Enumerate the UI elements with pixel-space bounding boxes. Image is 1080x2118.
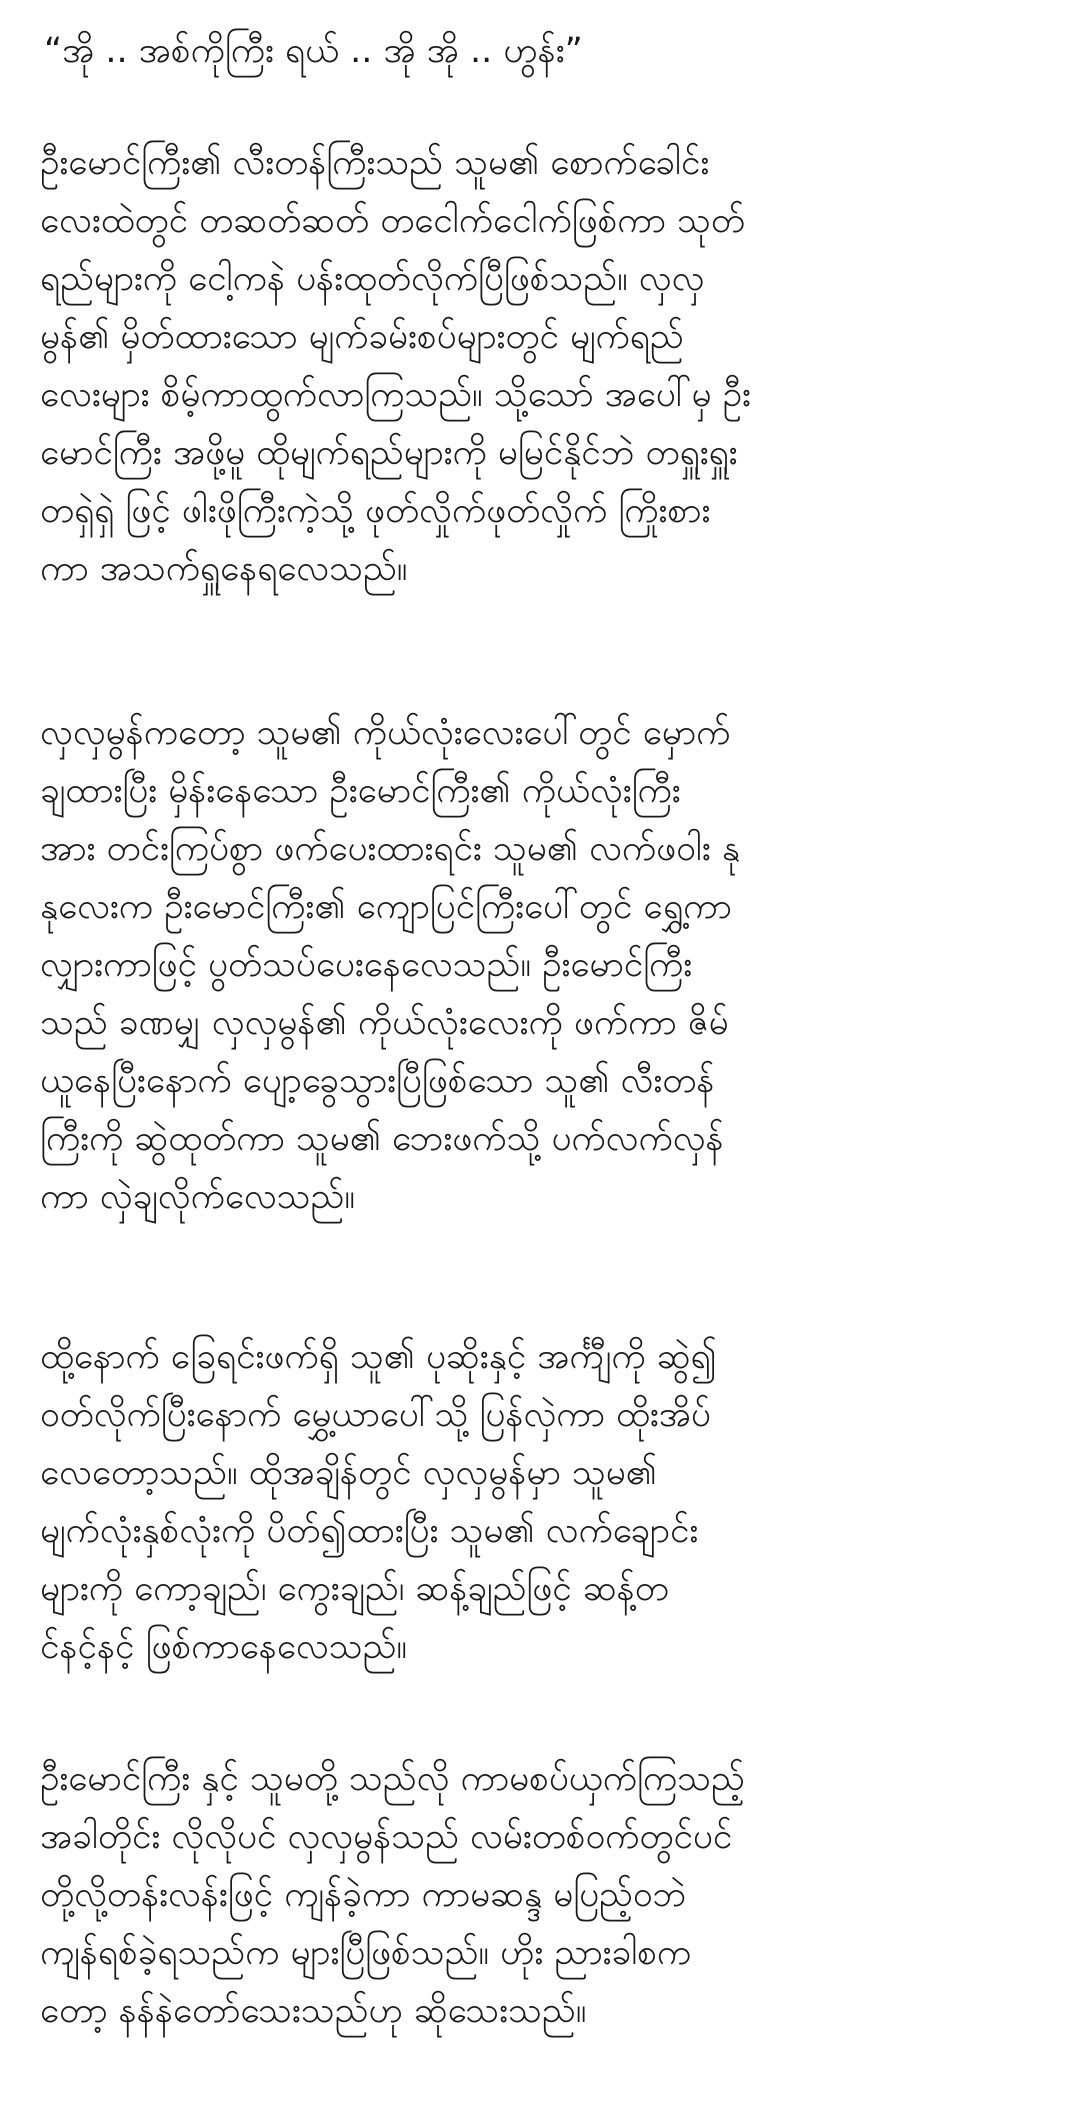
paragraph-line: မွန်၏ မှိတ်ထားသော မျက်ခမ်းစပ်များတွင် မျက်ရည် <box>40 317 684 357</box>
paragraph-line: ထို့နောက် ခြေရင်းဖက်ရှိ သူ၏ ပုဆိုးနှင့် အင်္ကျီကို ဆွဲ၍ <box>40 1337 717 1377</box>
paragraph-line: ယူနေပြီးနောက် ပျော့ခွေသွားပြီဖြစ်သော သူ၏ လီးတန် <box>40 1061 715 1101</box>
paragraph-line: ဦးမောင်ကြီး၏ လီးတန်ကြီးသည် သူမ၏ စောက်ခေါင်း <box>40 143 710 183</box>
paragraph-line: လေးထဲတွင် တဆတ်ဆတ် တငေါက်ငေါက်ဖြစ်ကာ သုတ် <box>40 201 745 241</box>
paragraph-line: တို့လို့တန်းလန်းဖြင့် ကျန်ခဲ့ကာ ကာမဆန္ဒ မပြည့်ဝဘဲ <box>40 1875 687 1915</box>
paragraph-line: ချထားပြီး မှိန်းနေသော ဦးမောင်ကြီး၏ ကိုယ်လုံးကြီး <box>40 771 681 811</box>
paragraph-line: နုလေးက ဦးမောင်ကြီး၏ ကျောပြင်ကြီးပေါ်တွင် ရွှေ့ကာ <box>40 887 732 927</box>
paragraph-1 <box>40 134 1050 598</box>
paragraph-2 <box>40 704 1050 1226</box>
paragraph-line: လေတော့သည်။ ထိုအချိန်တွင် လှလှမွန်မှာ သူမ၏ <box>40 1453 657 1493</box>
paragraph-line: ဦးမောင်ကြီး နှင့် သူမတို့ သည်လို ကာမစပ်ယှက်ကြသည့် <box>40 1759 745 1799</box>
paragraph-line: တော့ နန်နဲတော်သေးသည်ဟု ဆိုသေးသည်။ <box>40 1991 587 2031</box>
paragraph-line: တရှဲရှဲ ဖြင့် ဖါးဖိုကြီးကဲ့သို့ ဖုတ်လှိုက်ဖုတ်လှိုက် ကြိုးစား <box>40 491 711 531</box>
paragraph-line: ရည်များကို ငေါ့ကနဲ ပန်းထုတ်လိုက်ပြီဖြစ်သည်။ လှလှ <box>40 259 705 299</box>
paragraph-line: လျှားကာဖြင့် ပွတ်သပ်ပေးနေလေသည်။ ဦးမောင်ကြီး <box>40 945 693 985</box>
paragraph-line: လေးများ စိမ့်ကာထွက်လာကြသည်။ သို့သော် အပေါ်မှ ဦး <box>40 375 751 415</box>
paragraph-line: င်နင့်နင့် ဖြစ်ကာနေလေသည်။ <box>40 1627 408 1667</box>
dialogue-quote: “အို .. အစ်ကိုကြီး ရယ် .. အို အို .. ဟွန်း” <box>44 31 583 71</box>
paragraph-line: အခါတိုင်း လိုလိုပင် လှလှမွန်သည် လမ်းတစ်ဝက်တွင်ပင် <box>40 1817 733 1857</box>
paragraph-line: ကာ လှဲချလိုက်လေသည်။ <box>40 1177 355 1217</box>
paragraph-4 <box>40 1750 1050 2040</box>
paragraph-line: များကို ကော့ချည်၊ ကွေးချည်၊ ဆန့်ချည်ဖြင့် ဆန့်တ <box>40 1569 669 1609</box>
paragraph-line: မောင်ကြီး အဖို့မူ ထိုမျက်ရည်များကို မမြင်နိုင်ဘဲ တရှူးရှူး <box>40 433 738 473</box>
paragraph-line: ကြီးကို ဆွဲထုတ်ကာ သူမ၏ ဘေးဖက်သို့ ပက်လက်လှန် <box>40 1119 724 1159</box>
paragraph-3 <box>40 1328 1050 1676</box>
paragraph-line: ဝတ်လိုက်ပြီးနောက် မွှေ့ယာပေါ်သို့ ပြန်လှဲကာ ထိုးအိပ် <box>40 1395 711 1435</box>
paragraph-line: ကျန်ရစ်ခဲ့ရသည်က များပြီဖြစ်သည်။ ဟိုး ညားခါစက <box>40 1933 692 1973</box>
paragraph-line: လှလှမွန်ကတော့ သူမ၏ ကိုယ်လုံးလေးပေါ်တွင် မှောက် <box>40 713 731 753</box>
paragraph-line: ကာ အသက်ရှူနေရလေသည်။ <box>40 549 408 589</box>
paragraph-line: အား တင်းကြပ်စွာ ဖက်ပေးထားရင်း သူမ၏ လက်ဖဝါး နု <box>40 829 740 869</box>
paragraph-line: မျက်လုံးနှစ်လုံးကို ပိတ်၍ထားပြီး သူမ၏ လက်ချောင်း <box>40 1511 699 1551</box>
paragraph-line: သည် ခဏမျှ လှလှမွန်၏ ကိုယ်လုံးလေးကို ဖက်ကာ ဇိမ် <box>40 1003 729 1043</box>
